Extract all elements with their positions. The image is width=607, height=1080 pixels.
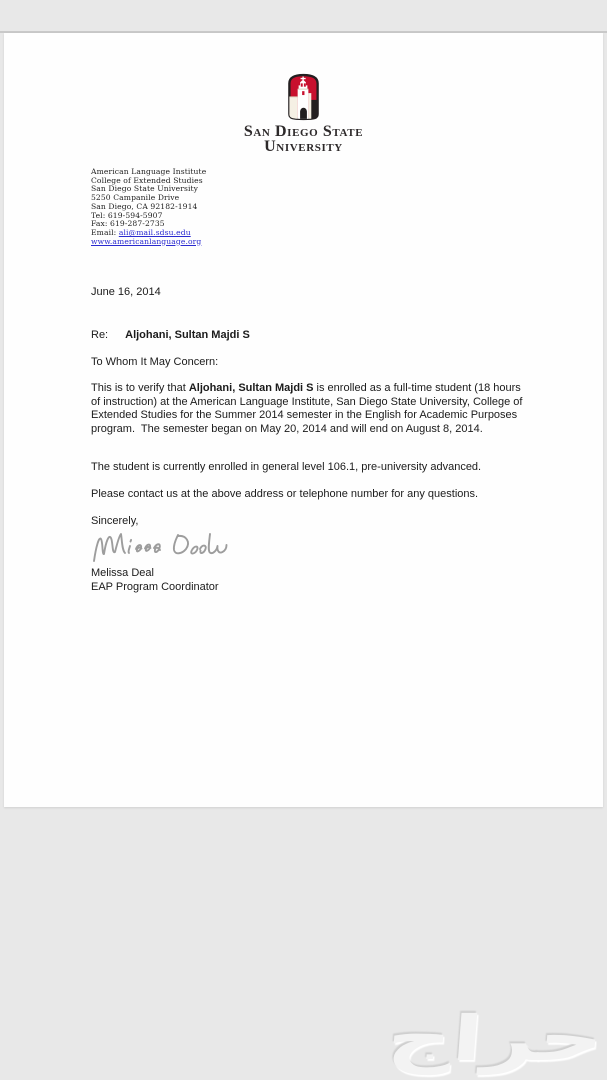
sender-line-university: San Diego State University <box>91 184 199 194</box>
re-line <box>91 329 523 343</box>
para1-student-name: Aljohani, Sultan Majdi S <box>188 382 314 394</box>
sender-line-fax: Fax: 619-287-2735 <box>91 219 165 229</box>
haraj-watermark: حراج <box>384 1002 607 1075</box>
sender-line-website <box>91 238 206 247</box>
salutation: To Whom It May Concern: <box>91 356 219 368</box>
logo-text-line1: San Diego State <box>243 123 364 140</box>
paragraph-contact: Please contact us at the above address or telephone number for any questions. <box>91 488 479 500</box>
re-student-name: Aljohani, Sultan Majdi S <box>125 329 250 341</box>
letter-date: June 16, 2014 <box>91 286 161 298</box>
handwritten-signature <box>88 525 253 569</box>
closing: Sincerely, <box>91 515 139 527</box>
sender-line-street: 5250 Campanile Drive <box>91 193 180 203</box>
sender-line-institute: American Language Institute <box>91 167 207 176</box>
logo-text-line2: University <box>264 138 343 155</box>
letter-paper <box>4 33 603 807</box>
signer-title: EAP Program Coordinator <box>91 581 219 593</box>
para1-after: is enrolled as a full-time student (18 hours of instruction) at the American Language Institute, San Diego State University, College of Extended Studies for the Summer 2014 semester in the English for Academic Purposes program. The semester began on May 20, 2014 and will end on August 8, 2014. <box>91 382 526 436</box>
email-label: Email: <box>91 227 119 237</box>
sdsu-emblem-icon <box>285 73 322 121</box>
signer-name: Melissa Deal <box>91 567 154 579</box>
paragraph-enrollment <box>91 382 526 437</box>
email-link[interactable]: ali@mail.sdsu.edu <box>118 227 191 237</box>
website-link[interactable]: www.americanlanguage.org <box>91 236 202 246</box>
paragraph-level: The student is currently enrolled in general level 106.1, pre-university advanced. <box>91 461 482 473</box>
para1-before: This is to verify that <box>91 382 189 394</box>
sender-address-block <box>91 168 206 246</box>
university-logo <box>174 73 434 154</box>
sender-line-college: College of Extended Studies <box>91 175 203 185</box>
sender-line-tel: Tel: 619-594-5907 <box>91 210 163 220</box>
re-label: Re: <box>91 329 109 341</box>
sender-line-city: San Diego, CA 92182-1914 <box>91 201 198 211</box>
